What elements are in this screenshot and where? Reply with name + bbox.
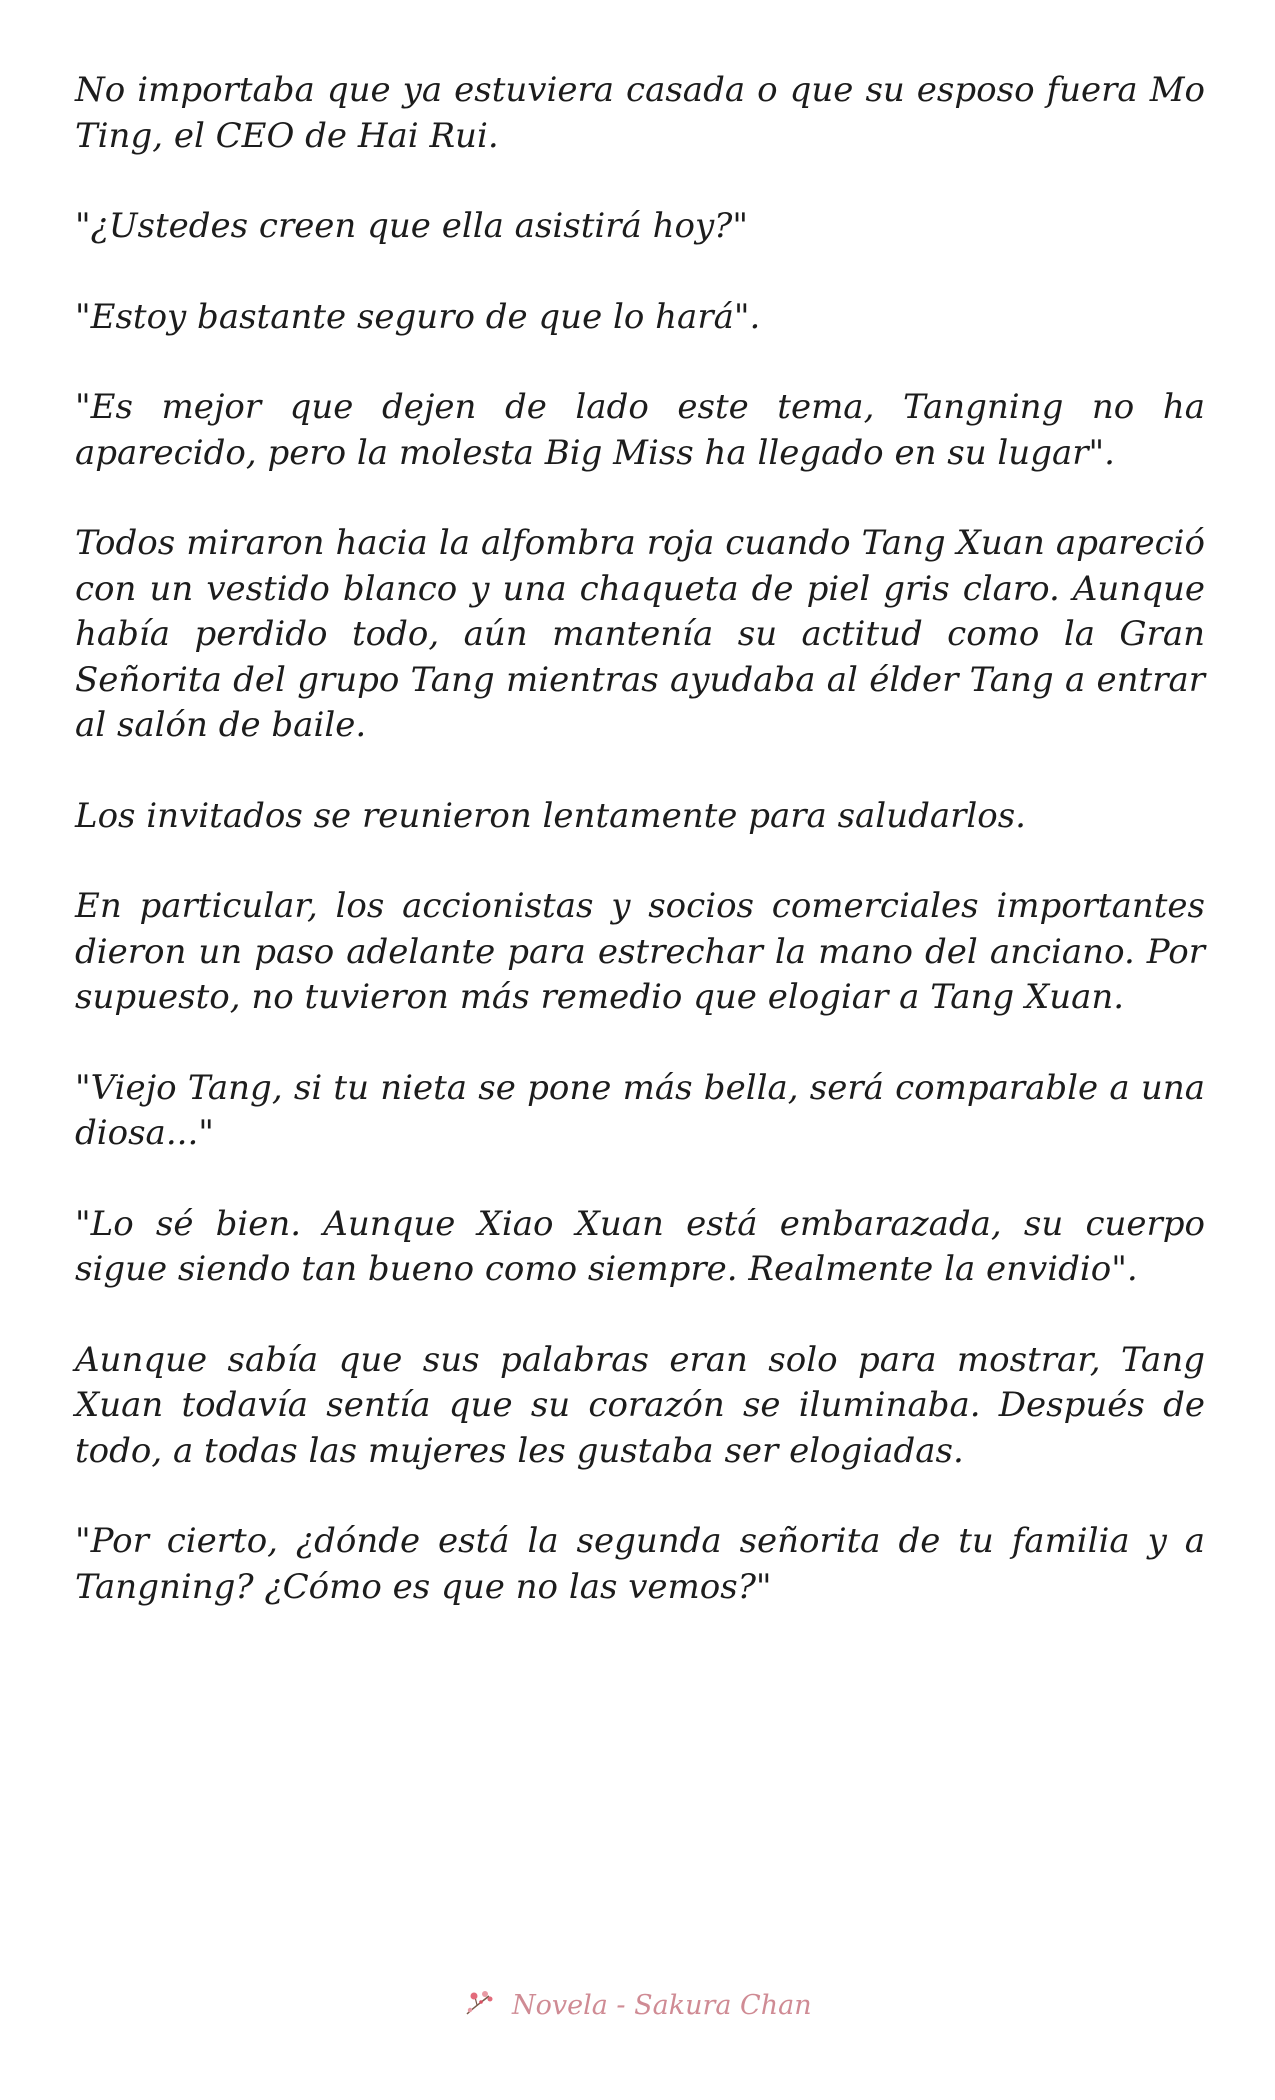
paragraph: No importaba que ya estuviera casada o que su esposo fuera Mo Ting, el CEO de Hai Rui. bbox=[75, 70, 1205, 156]
paragraph: "Por cierto, ¿dónde está la segunda señorita de tu familia y a Tangning? ¿Cómo es que no las vemos?" bbox=[75, 1521, 1205, 1607]
footer-text: Novela - Sakura Chan bbox=[511, 1990, 812, 2021]
paragraph: "Viejo Tang, si tu nieta se pone más bella, será comparable a una diosa..." bbox=[75, 1067, 1205, 1153]
paragraph: En particular, los accionistas y socios comerciales importantes dieron un paso adelante para estrechar la mano del anciano. Por supuesto, no tuvieron más remedio que elogiar a Tang Xuan. bbox=[75, 886, 1205, 1017]
document-body bbox=[75, 68, 1205, 1655]
paragraph: "Estoy bastante seguro de que lo hará". bbox=[75, 296, 761, 337]
paragraph: Aunque sabía que sus palabras eran solo para mostrar, Tang Xuan todavía sentía que su corazón se iluminaba. Después de todo, a todas las mujeres les gustaba ser elogiadas. bbox=[75, 1339, 1205, 1471]
cherry-blossom-icon bbox=[463, 1988, 497, 2025]
paragraph: "Lo sé bien. Aunque Xiao Xuan está embarazada, su cuerpo sigue siendo tan bueno como siempre. Realmente la envidio". bbox=[75, 1203, 1205, 1289]
paragraph: "Es mejor que dejen de lado este tema, Tangning no ha aparecido, pero la molesta Big Miss ha llegado en su lugar". bbox=[75, 387, 1205, 473]
footer-watermark bbox=[0, 1988, 1275, 2025]
paragraph: Los invitados se reunieron lentamente para saludarlos. bbox=[75, 795, 1026, 836]
paragraph: "¿Ustedes creen que ella asistirá hoy?" bbox=[75, 206, 749, 246]
paragraph: Todos miraron hacia la alfombra roja cuando Tang Xuan apareció con un vestido blanco y una chaqueta de piel gris claro. Aunque había perdido todo, aún mantenía su actitud como la Gran Señorita del grupo Tang mientras ayudaba al élder Tang a entrar al salón de baile. bbox=[75, 523, 1205, 745]
